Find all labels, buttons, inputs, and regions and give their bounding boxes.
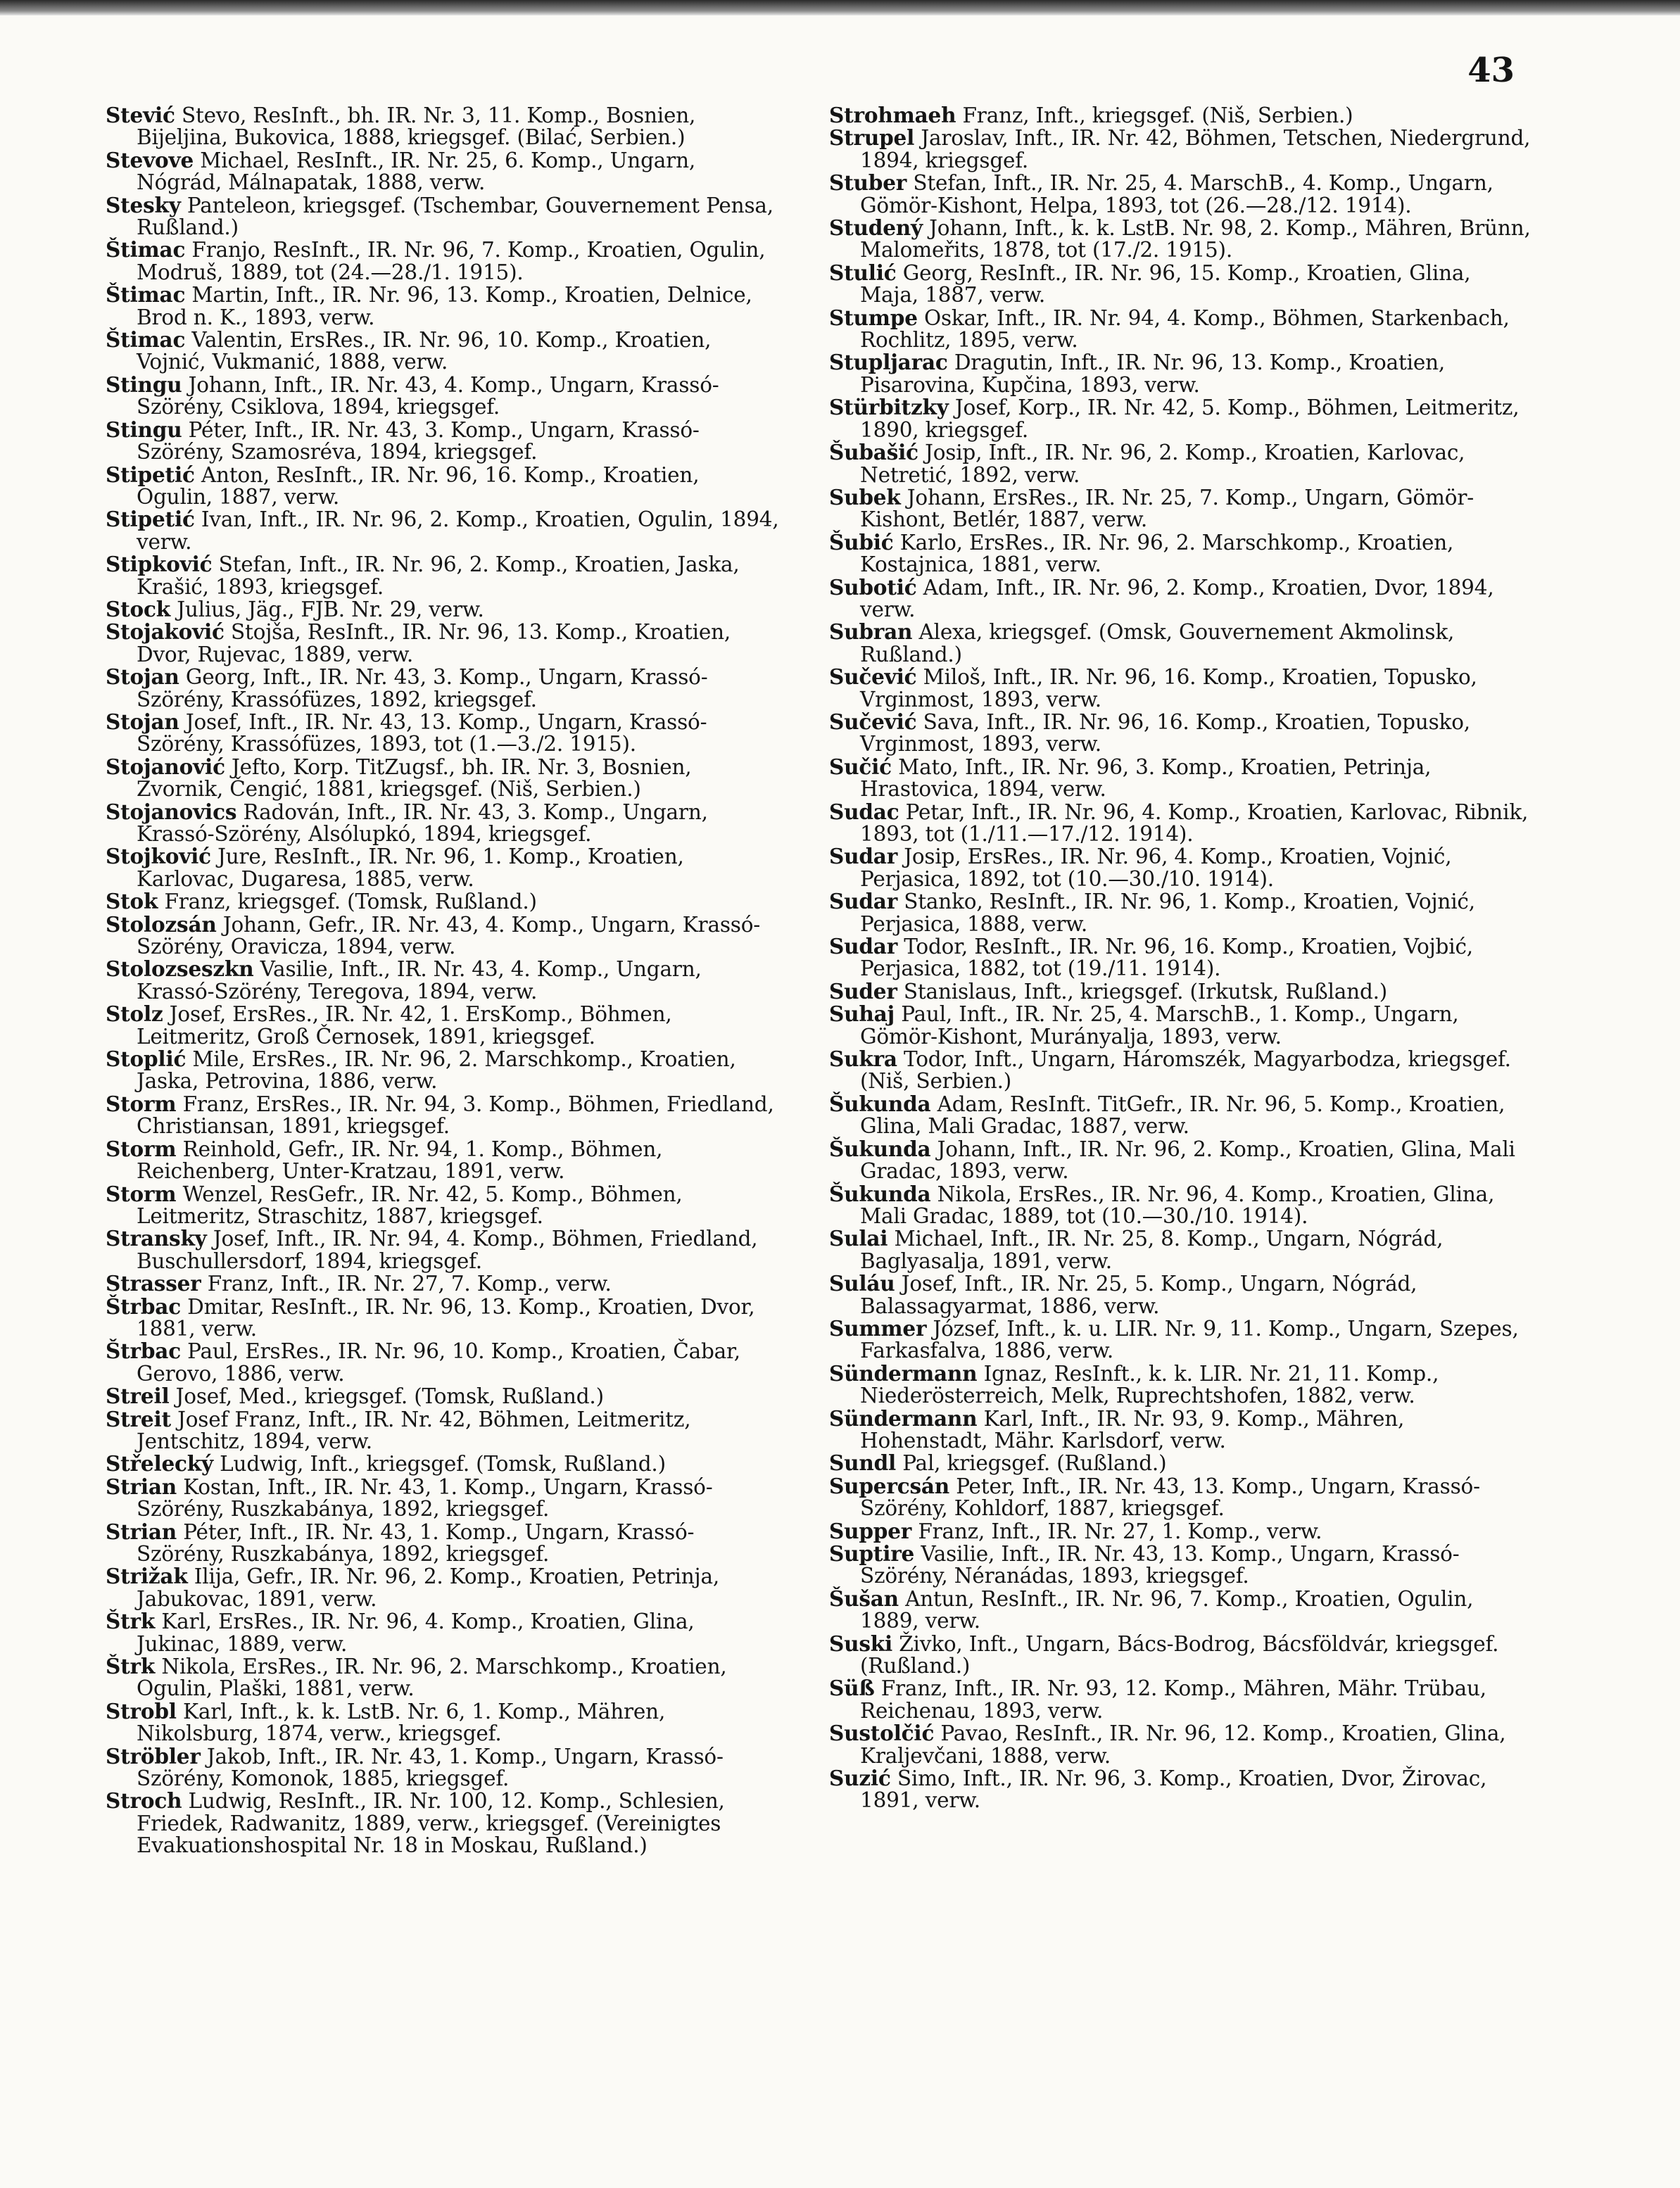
entry-details: Nikola, ErsRes., IR. Nr. 96, 2. Marschkomp., Kroatien, Ogulin, Plaški, 1881, verw. [137,1655,727,1701]
entry-details: Georg, ResInft., IR. Nr. 96, 15. Komp., Kroatien, Glina, Maja, 1887, verw. [860,260,1471,308]
entry-details: Anton, ResInft., IR. Nr. 96, 16. Komp., Kroatien, Ogulin, 1887, verw. [137,462,700,509]
list-entry [829,1227,1533,1272]
entry-details: Franz, Inft., IR. Nr. 27, 1. Komp., verw. [918,1519,1322,1543]
list-entry [829,801,1533,846]
entry-details: Ludwig, ResInft., IR. Nr. 100, 12. Komp., Schlesien, Friedek, Radwanitz, 1889, verw., kriegsgef. (Vereinigtes Evakuationshospital Nr. 18 in Moskau, Rußland.) [137,1789,725,1858]
right-column [829,104,1533,1812]
entry-details: Karl, Inft., k. k. LstB. Nr. 6, 1. Komp., Mähren, Nikolsburg, 1874, verw., kriegsgef. [137,1699,666,1746]
entry-surname: Ströbler [106,1743,201,1769]
list-entry [106,1138,781,1183]
entry-surname: Štimac [106,237,186,263]
list-entry [829,1048,1533,1093]
entry-surname: Strian [106,1474,177,1499]
entry-surname: Suski [829,1631,893,1656]
list-entry [106,419,781,464]
entry-surname: Sulai [829,1226,888,1251]
entry-surname: Šubašić [829,440,918,465]
entry-surname: Streil [106,1384,170,1409]
list-entry [106,1227,781,1272]
entry-surname: Sudac [829,799,899,824]
list-entry [829,621,1533,666]
entry-details: Péter, Inft., IR. Nr. 43, 1. Komp., Ungarn, Krassó-Szörény, Ruszkabánya, 1892, kriegsgef. [137,1519,695,1566]
list-entry [829,531,1533,576]
entry-details: Franjo, ResInft., IR. Nr. 96, 7. Komp., Kroatien, Ogulin, Modruš, 1889, tot (24.—28./1. 1915). [137,238,766,284]
entry-surname: Supercsán [829,1473,950,1498]
list-entry [829,756,1533,801]
entry-surname: Stević [106,103,175,127]
entry-details: Franz, kriegsgef. (Tomsk, Rußland.) [164,890,537,914]
list-entry [829,217,1533,262]
list-entry [829,845,1533,890]
list-entry [106,1655,781,1700]
entry-details: Ignaz, ResInft., k. k. LIR. Nr. 21, 11. Komp., Niederösterreich, Melk, Ruprechtshofen, 1882, verw. [860,1361,1439,1408]
list-entry [106,1521,781,1566]
entry-details: Adam, Inft., IR. Nr. 96, 2. Komp., Kroatien, Dvor, 1894, verw. [860,575,1494,621]
list-entry [106,553,781,598]
entry-details: Dmitar, ResInft., IR. Nr. 96, 13. Komp., Kroatien, Dvor, 1881, verw. [137,1294,755,1341]
list-entry [106,329,781,374]
entry-surname: Stesky [106,192,181,217]
list-entry [106,239,781,284]
entry-surname: Supper [829,1518,912,1543]
entry-details: Jakob, Inft., IR. Nr. 43, 1. Komp., Ungarn, Krassó-Szörény, Komonok, 1885, kriegsgef. [137,1744,724,1791]
list-entry [829,666,1533,711]
entry-details: Wenzel, ResGefr., IR. Nr. 42, 5. Komp., Böhmen, Leitmeritz, Straschitz, 1887, kriegsgef. [137,1182,683,1228]
list-entry [829,486,1533,531]
entry-surname: Sundl [829,1450,897,1476]
list-entry [106,1790,781,1857]
entry-surname: Storm [106,1181,177,1206]
list-entry [829,1405,1533,1453]
list-entry [106,845,781,890]
entry-details: Stanko, ResInft., IR. Nr. 96, 1. Komp., Kroatien, Vojnić, Perjasica, 1888, verw. [860,890,1475,936]
entry-details: Paul, ErsRes., IR. Nr. 96, 10. Komp., Kroatien, Čabar, Gerovo, 1886, verw. [137,1339,740,1386]
entry-details: Josip, Inft., IR. Nr. 96, 2. Komp., Kroatien, Karlovac, Netretić, 1892, verw. [860,441,1465,487]
list-entry [829,1362,1533,1408]
list-entry [829,104,1533,127]
entry-surname: Sučević [829,709,917,734]
list-entry [106,1745,781,1790]
entry-details: Karl, ErsRes., IR. Nr. 96, 4. Komp., Kroatien, Glina, Jukinac, 1889, verw. [137,1610,695,1656]
entry-surname: Suptire [829,1541,915,1566]
list-entry [106,666,781,711]
entry-details: Ludwig, Inft., kriegsgef. (Tomsk, Rußland.) [220,1452,666,1476]
entry-details: Panteleon, kriegsgef. (Tschembar, Gouvernement Pensa, Rußland.) [137,193,773,240]
entry-surname: Štrk [106,1654,156,1679]
entry-details: Dragutin, Inft., IR. Nr. 96, 13. Komp., Kroatien, Pisarovina, Kupčina, 1893, verw. [860,350,1446,397]
list-entry [106,1003,781,1048]
entry-surname: Štimac [106,327,186,353]
entry-surname: Suzić [829,1766,891,1791]
entry-surname: Stojan [106,664,179,690]
entry-surname: Subek [829,484,901,510]
list-entry [829,711,1533,756]
list-entry [106,801,781,846]
list-entry [106,621,781,666]
entry-details: Vasilie, Inft., IR. Nr. 43, 13. Komp., Ungarn, Krassó-Szörény, Néranádas, 1893, kriegsgef. [860,1542,1460,1588]
entry-surname: Stevove [106,147,194,172]
entry-details: Karl, Inft., IR. Nr. 93, 9. Komp., Mähren, Hohenstadt, Mähr. Karlsdorf, verw. [860,1406,1405,1453]
entry-details: Sava, Inft., IR. Nr. 96, 16. Komp., Kroatien, Topusko, Vrginmost, 1893, verw. [860,709,1470,757]
list-entry [106,1183,781,1228]
entry-details: Radován, Inft., IR. Nr. 43, 3. Komp., Ungarn, Krassó-Szörény, Alsólupkó, 1894, kriegsgef. [137,799,708,846]
entry-details: Ivan, Inft., IR. Nr. 96, 2. Komp., Kroatien, Ogulin, 1894, verw. [137,507,779,554]
entry-surname: Subran [829,619,913,645]
entry-surname: Střelecký [106,1451,213,1476]
list-entry [829,1543,1533,1588]
entry-surname: Summer [829,1315,927,1341]
list-entry [829,576,1533,621]
entry-details: Jure, ResInft., IR. Nr. 96, 1. Komp., Kroatien, Karlovac, Dugaresa, 1885, verw. [137,845,684,891]
entry-surname: Stürbitzky [829,395,949,420]
page-number: 43 [1467,51,1515,90]
entry-details: Miloš, Inft., IR. Nr. 96, 16. Komp., Kroatien, Topusko, Vrginmost, 1893, verw. [860,665,1477,712]
list-entry [829,1183,1533,1228]
entry-surname: Stoplić [106,1046,187,1072]
left-column [106,104,781,1857]
entry-details: Franz, Inft., kriegsgef. (Niš, Serbien.) [962,103,1353,127]
list-entry [106,890,781,913]
entry-surname: Stipetić [106,507,195,532]
list-entry [829,127,1533,172]
entry-surname: Stojković [106,844,211,869]
entry-surname: Sündermann [829,1405,978,1431]
entry-surname: Stingu [106,417,182,442]
entry-surname: Sudar [829,844,898,869]
entry-details: Adam, ResInft. TitGefr., IR. Nr. 96, 5. Komp., Kroatien, Glina, Mali Gradac, 1887, verw. [860,1092,1505,1139]
entry-surname: Strobl [106,1698,177,1724]
entry-surname: Sučević [829,664,917,690]
entry-surname: Stipković [106,552,213,577]
entry-surname: Storm [106,1091,177,1116]
entry-details: Paul, Inft., IR. Nr. 25, 4. MarschB., 1. Komp., Ungarn, Gömör-Kishont, Murányalja, 1893, verw. [860,1002,1459,1049]
entry-surname: Subotić [829,574,917,600]
list-entry [106,1340,781,1385]
entry-surname: Stolozseszkn [106,956,254,982]
entry-surname: Sudar [829,889,898,914]
entry-surname: Strian [106,1519,177,1544]
list-entry [106,1565,781,1610]
entry-details: Franz, ErsRes., IR. Nr. 94, 3. Komp., Böhmen, Friedland, Christiansan, 1891, kriegsgef. [137,1092,774,1139]
entry-details: Peter, Inft., IR. Nr. 43, 13. Komp., Ungarn, Krassó-Szörény, Kohldorf, 1887, kriegsgef. [860,1474,1480,1521]
entry-surname: Streit [106,1406,171,1431]
entry-details: Johann, Inft., k. k. LstB. Nr. 98, 2. Komp., Mähren, Brünn, Malomeřits, 1878, tot (17./2. 1915). [860,216,1531,263]
list-entry [829,890,1533,935]
entry-surname: Stingu [106,372,182,397]
entry-surname: Sustolčić [829,1721,935,1746]
entry-details: Stevo, ResInft., bh. IR. Nr. 3, 11. Komp., Bosnien, Bijeljina, Bukovica, 1888, kriegsgef. (Bilać, Serbien.) [137,103,696,150]
scan-edge [0,0,1680,15]
list-entry [106,756,781,801]
entry-surname: Stock [106,596,171,621]
entry-details: Vasilie, Inft., IR. Nr. 43, 4. Komp., Ungarn, Krassó-Szörény, Teregova, 1894, verw. [137,957,702,1004]
entry-details: Josef, Med., kriegsgef. (Tomsk, Rußland.) [175,1384,604,1409]
entry-surname: Stroch [106,1788,182,1814]
list-entry [106,1476,781,1521]
entry-details: Johann, Inft., IR. Nr. 96, 2. Komp., Kroatien, Glina, Mali Gradac, 1893, verw. [860,1137,1515,1184]
entry-details: Pal, kriegsgef. (Rußland.) [902,1451,1167,1476]
entry-surname: Strižak [106,1564,188,1589]
list-entry [106,1048,781,1093]
entry-details: Jefto, Korp. TitZugsf., bh. IR. Nr. 3, Bosnien, Zvornik, Čengić, 1881, kriegsgef. (Niš, Serbien.) [137,754,692,802]
entry-details: Ilija, Gefr., IR. Nr. 96, 2. Komp., Kroatien, Petrinja, Jabukovac, 1891, verw. [137,1564,720,1611]
entry-details: Reinhold, Gefr., IR. Nr. 94, 1. Komp., Böhmen, Reichenberg, Unter-Kratzau, 1891, verw. [137,1137,663,1184]
list-entry [829,172,1533,217]
list-entry [829,1272,1533,1317]
list-entry [829,980,1533,1003]
entry-surname: Suhaj [829,1001,895,1027]
list-entry [106,598,781,621]
entry-details: Michael, ResInft., IR. Nr. 25, 6. Komp., Ungarn, Nógrád, Málnapatak, 1888, verw. [137,148,696,195]
entry-details: Pavao, ResInft., IR. Nr. 96, 12. Komp., Kroatien, Glina, Kraljevčani, 1888, verw. [860,1721,1506,1768]
entry-surname: Studený [829,215,923,241]
list-entry [829,396,1533,441]
entry-surname: Stolozsán [106,911,217,937]
list-entry [829,935,1533,980]
list-entry [106,284,781,329]
list-entry [106,464,781,509]
list-entry [829,1475,1533,1520]
list-entry [829,441,1533,486]
entry-surname: Stolz [106,1001,163,1027]
entry-details: Franz, Inft., IR. Nr. 27, 7. Komp., verw. [207,1272,612,1296]
entry-details: Johann, Gefr., IR. Nr. 43, 4. Komp., Ungarn, Krassó-Szörény, Oravicza, 1894, verw. [137,912,761,959]
entry-details: Stefan, Inft., IR. Nr. 96, 2. Komp., Kroatien, Jaska, Krašić, 1893, kriegsgef. [137,552,740,599]
entry-details: Živko, Inft., Ungarn, Bács-Bodrog, Bácsföldvár, kriegsgef. (Rußland.) [860,1631,1499,1678]
list-entry [106,149,781,194]
entry-details: Josef, Inft., IR. Nr. 25, 5. Komp., Ungarn, Nógrád, Balassagyarmat, 1886, verw. [860,1272,1417,1318]
entry-surname: Štrk [106,1609,156,1634]
entry-details: Valentin, ErsRes., IR. Nr. 96, 10. Komp., Kroatien, Vojnić, Vukmanić, 1888, verw. [137,328,712,374]
list-entry [829,1588,1533,1633]
entry-details: Josef, ErsRes., IR. Nr. 42, 1. ErsKomp., Böhmen, Leitmeritz, Groß Černosek, 1891, kriegsgef. [137,1002,672,1049]
entry-surname: Stok [106,889,158,914]
entry-surname: Šušan [829,1586,899,1611]
entry-details: Martin, Inft., IR. Nr. 96, 13. Komp., Kroatien, Delnice, Brod n. K., 1893, verw. [137,283,752,329]
entry-details: Karlo, ErsRes., IR. Nr. 96, 2. Marschkomp., Kroatien, Kostajnica, 1881, verw. [860,530,1454,577]
entry-surname: Štimac [106,282,186,308]
entry-surname: Šukunda [829,1091,931,1116]
entry-surname: Stipetić [106,462,195,487]
entry-surname: Štrbac [106,1339,181,1364]
entry-details: Oskar, Inft., IR. Nr. 94, 4. Komp., Böhmen, Starkenbach, Rochlitz, 1895, verw. [860,305,1510,353]
entry-details: Josef, Inft., IR. Nr. 43, 13. Komp., Ungarn, Krassó-Szörény, Krassófüzes, 1893, tot (1.—3./2. 1915). [137,709,707,757]
list-entry [106,1700,781,1745]
list-entry [829,307,1533,352]
entry-details: Nikola, ErsRes., IR. Nr. 96, 4. Komp., Kroatien, Glina, Mali Gradac, 1889, tot (10.—30./10. 1914). [860,1182,1495,1228]
entry-details: Josef, Inft., IR. Nr. 94, 4. Komp., Böhmen, Friedland, Buschullersdorf, 1894, kriegsgef. [137,1227,758,1273]
entry-surname: Strasser [106,1271,201,1296]
entry-details: Franz, Inft., IR. Nr. 93, 12. Komp., Mähren, Mähr. Trübau, Reichenau, 1893, verw. [860,1676,1486,1723]
entry-details: Stanislaus, Inft., kriegsgef. (Irkutsk, Rußland.) [903,979,1388,1004]
list-entry [106,1272,781,1295]
entry-surname: Süß [829,1676,875,1701]
entry-surname: Stojaković [106,619,225,645]
list-entry [829,1722,1533,1767]
list-entry [829,1677,1533,1722]
entry-surname: Šubić [829,529,894,555]
list-entry [829,1003,1533,1048]
list-entry [106,1610,781,1655]
list-entry [829,1633,1533,1678]
entry-details: Antun, ResInft., IR. Nr. 96, 7. Komp., Kroatien, Ogulin, 1889, verw. [860,1586,1474,1633]
list-entry [106,1296,781,1341]
list-entry [829,1138,1533,1183]
entry-surname: Strohmaeh [829,103,956,127]
entry-surname: Stumpe [829,305,918,330]
entry-details: Johann, ErsRes., IR. Nr. 25, 7. Komp., Ungarn, Gömör-Kishont, Betlér, 1887, verw. [860,485,1474,532]
list-entry [829,1767,1533,1812]
entry-surname: Sudar [829,934,898,959]
entry-surname: Šukunda [829,1181,931,1206]
entry-details: Michael, Inft., IR. Nr. 25, 8. Komp., Ungarn, Nógrád, Baglyasalja, 1891, verw. [860,1227,1444,1273]
entry-surname: Stupljarac [829,350,948,375]
list-entry [829,1317,1533,1362]
entry-surname: Šukunda [829,1136,931,1161]
list-entry [106,1093,781,1138]
entry-details: Jaroslav, Inft., IR. Nr. 42, Böhmen, Tetschen, Niedergrund, 1894, kriegsgef. [860,126,1531,172]
entry-details: Josef Franz, Inft., IR. Nr. 42, Böhmen, Leitmeritz, Jentschitz, 1894, verw. [137,1407,691,1453]
list-entry [106,374,781,419]
entry-surname: Storm [106,1136,177,1161]
entry-details: Julius, Jäg., FJB. Nr. 29, verw. [177,597,484,621]
list-entry [106,1453,781,1475]
entry-surname: Stojanovics [106,799,237,824]
list-entry [829,262,1533,307]
list-entry [106,1385,781,1408]
entry-surname: Suder [829,978,897,1004]
entry-details: Todor, Inft., Ungarn, Háromszék, Magyarbodza, kriegsgef. (Niš, Serbien.) [860,1047,1511,1094]
list-entry [106,194,781,239]
entry-details: Mile, ErsRes., IR. Nr. 96, 2. Marschkomp., Kroatien, Jaska, Petrovina, 1886, verw. [137,1047,736,1094]
entry-details: Todor, ResInft., IR. Nr. 96, 16. Komp., Kroatien, Vojbić, Perjasica, 1882, tot (19./11. 1914). [860,935,1473,981]
entry-details: Stefan, Inft., IR. Nr. 25, 4. MarschB., 4. Komp., Ungarn, Gömör-Kishont, Helpa, 1893, tot (26.—28./12. 1914). [860,171,1493,217]
entry-surname: Stulić [829,260,897,285]
entry-surname: Stransky [106,1226,207,1251]
list-entry [106,913,781,959]
entry-details: Georg, Inft., IR. Nr. 43, 3. Komp., Ungarn, Krassó-Szörény, Krassófüzes, 1892, kriegsgef. [137,665,708,712]
entry-surname: Sündermann [829,1360,978,1386]
list-entry [829,1452,1533,1474]
list-entry [106,711,781,756]
entry-details: Mato, Inft., IR. Nr. 96, 3. Komp., Kroatien, Petrinja, Hrastovica, 1894, verw. [860,754,1432,802]
entry-details: Josef, Korp., IR. Nr. 42, 5. Komp., Böhmen, Leitmeritz, 1890, kriegsgef. [860,396,1520,442]
list-entry [829,1093,1533,1138]
list-entry [106,104,781,149]
entry-surname: Stojan [106,709,179,734]
entry-details: Petar, Inft., IR. Nr. 96, 4. Komp., Kroatien, Karlovac, Ribnik, 1893, tot (1./11.—17./12. 1914). [860,799,1529,846]
entry-details: József, Inft., k. u. LIR. Nr. 9, 11. Komp., Ungarn, Szepes, Farkasfalva, 1886, verw. [860,1316,1519,1363]
entry-surname: Strupel [829,125,915,151]
entry-details: Péter, Inft., IR. Nr. 43, 3. Komp., Ungarn, Krassó-Szörény, Szamosréva, 1894, kriegsgef. [137,417,700,464]
list-entry [106,508,781,553]
list-entry [829,1520,1533,1543]
entry-details: Simo, Inft., IR. Nr. 96, 3. Komp., Kroatien, Dvor, Žirovac, 1891, verw. [860,1766,1487,1813]
entry-details: Johann, Inft., IR. Nr. 43, 4. Komp., Ungarn, Krassó-Szörény, Csiklova, 1894, kriegsgef. [137,372,719,419]
list-entry [829,351,1533,396]
entry-surname: Suláu [829,1271,895,1296]
entry-details: Stojša, ResInft., IR. Nr. 96, 13. Komp., Kroatien, Dvor, Rujevac, 1889, verw. [137,620,731,666]
entry-surname: Štrbac [106,1294,181,1319]
entry-surname: Sukra [829,1046,897,1072]
entry-details: Alexa, kriegsgef. (Omsk, Gouvernement Akmolinsk, Rußland.) [860,620,1455,666]
entry-surname: Sučić [829,754,892,779]
entry-details: Josip, ErsRes., IR. Nr. 96, 4. Komp., Kroatien, Vojnić, Perjasica, 1892, tot (10.—30./10. 1914). [860,845,1452,891]
list-entry [106,1408,781,1453]
list-entry [106,958,781,1003]
entry-surname: Stuber [829,170,907,196]
entry-details: Kostan, Inft., IR. Nr. 43, 1. Komp., Ungarn, Krassó-Szörény, Ruszkabánya, 1892, kriegsgef. [137,1474,713,1522]
entry-surname: Stojanović [106,754,225,779]
